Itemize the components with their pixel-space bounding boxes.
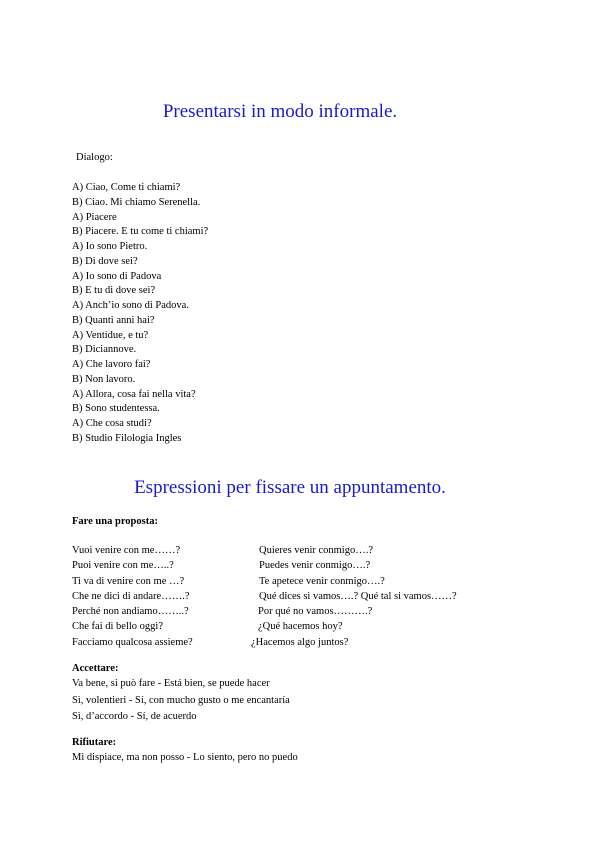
refuse-list [72,750,298,767]
italian-phrase: Che ne dici di andare…….? [72,590,190,602]
italian-phrase: Facciamo qualcosa assieme? [72,636,193,648]
italian-phrase: Che fai di bello oggi? [72,621,163,633]
proposal-row [72,637,542,652]
italian-phrase: Puoi venire con me…..? [72,560,174,572]
dialog-line: B) Di dove sei? [72,255,138,267]
spanish-phrase: ¿Qué hacemos hoy? [258,621,343,633]
spanish-phrase: Puedes venir conmigo….? [259,560,371,572]
dialog-line: A) Che lavoro fai? [72,359,151,370]
dialog-line: A) Piacere [72,211,117,223]
dialog-line: B) Quanti anni hai? [72,314,155,326]
dialog-line: B) Piacere. E tu come ti chiami? [72,226,209,238]
proposal-row [72,545,542,560]
dialog-list [72,181,208,447]
proposal-list [72,545,542,652]
dialog-line: A) Ventidue, e tu? [72,329,149,341]
accept-heading: Accettare: [72,663,119,674]
spanish-phrase: Te apetece venir conmigo….? [259,575,385,587]
section-title: Espressioni per fissare un appuntamento. [134,477,446,498]
spanish-phrase: Qué dices si vamos….? Qué tal si vamos……? [259,590,457,602]
spanish-phrase: Por qué no vamos……….? [258,606,373,618]
proposal-row [72,606,542,621]
refuse-line: Mi dispiace, ma non posso - Lo siento, pero no puedo [72,752,298,763]
dialog-line: A) Che cosa studi? [72,418,152,429]
dialog-line: B) E tu di dove sei? [72,285,156,297]
italian-phrase: Perché non andiamo……..? [72,606,189,618]
spanish-phrase: ¿Hacemos algo juntos? [251,636,349,648]
dialog-line: B) Diciannove. [72,344,137,356]
dialog-line: B) Ciao. Mi chiamo Serenella. [72,196,201,208]
page-title: Presentarsi in modo informale. [162,101,398,122]
proposal-row [72,621,542,636]
proposal-row [72,576,542,591]
dialog-line: A) Io sono Pietro. [72,241,148,252]
proposal-row [72,591,542,606]
spanish-phrase: Quieres venir conmigo….? [259,545,374,556]
dialog-line: A) Io sono di Padova [72,270,162,282]
accept-line: Sì, volentieri - Sí, con mucho gusto o me encantaría [72,694,290,706]
accept-line: Sì, d’accordo - Sí, de acuerdo [72,711,197,722]
dialog-line: B) Sono studentessa. [72,403,160,415]
dialog-line: B) Studio Filologia Ingles [72,432,182,444]
italian-phrase: Vuoi venire con me……? [72,545,181,556]
proposal-row [72,560,542,575]
dialog-line: B) Non lavoro. [72,373,136,385]
dialog-line: A) Allora, cosa fai nella vita? [72,388,196,400]
dialog-label: Dialogo: [76,152,113,163]
italian-phrase: Ti va di venire con me …? [72,575,185,587]
refuse-heading: Rifiutare: [72,737,117,748]
proposal-heading: Fare una proposta: [72,516,158,527]
dialog-line: A) Ciao, Come ti chiami? [72,182,181,193]
accept-line: Va bene, si può fare - Está bien, se puede hacer [72,678,270,689]
dialog-line: A) Anch’io sono di Padova. [72,300,189,311]
accept-list [72,676,290,726]
